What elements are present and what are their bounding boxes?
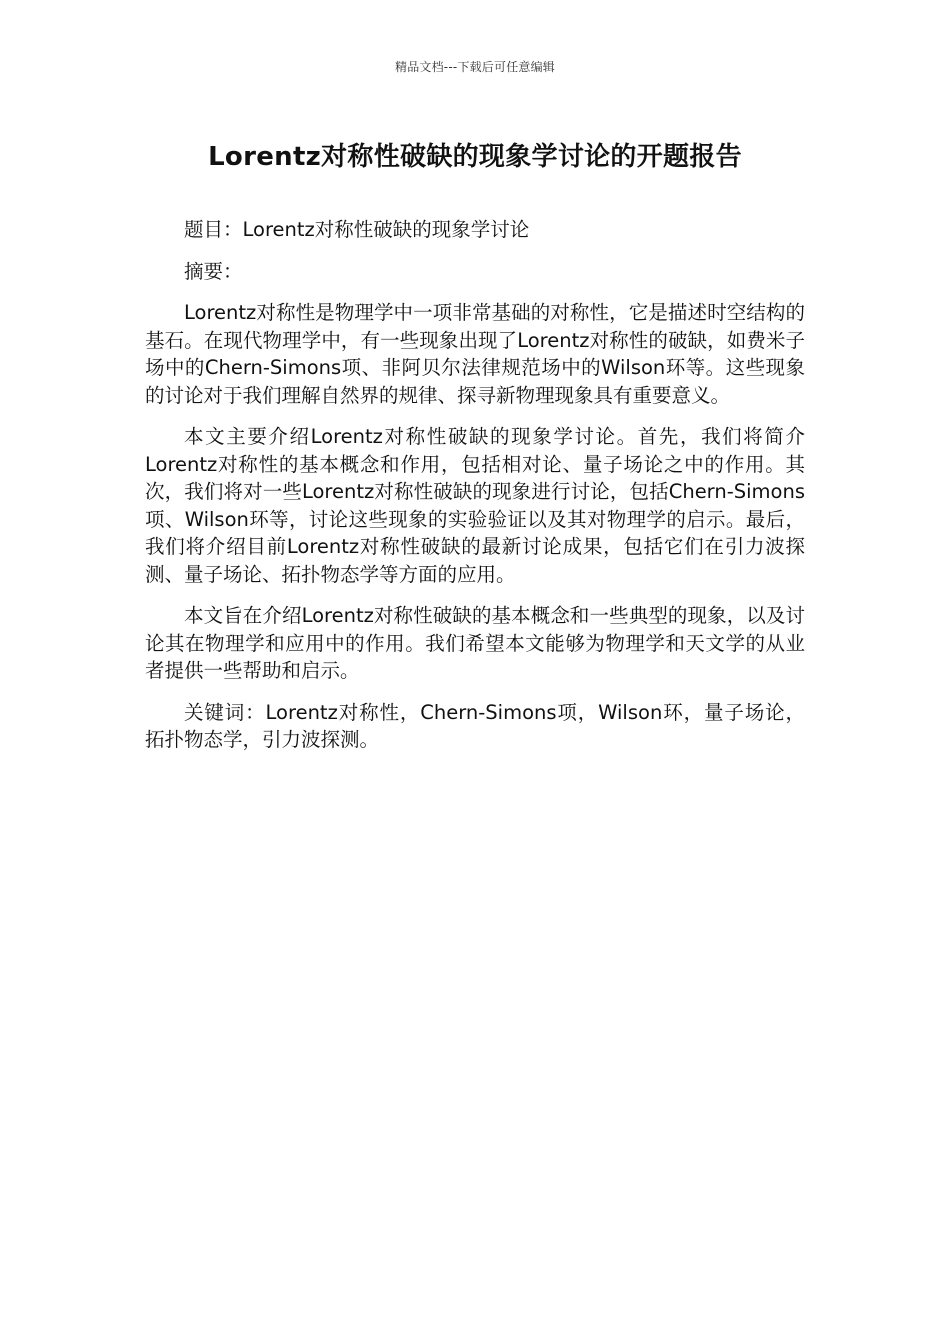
abstract-paragraph-3: 本文旨在介绍Lorentz对称性破缺的基本概念和一些典型的现象，以及讨论其在物理学和应用中的作用。我们希望本文能够为物理学和天文学的从业者提供一些帮助和启示。 [145, 604, 805, 682]
abstract-label: 摘要： [184, 259, 243, 283]
header-note: 精品文档---下载后可任意编辑 [395, 60, 555, 74]
document-title: Lorentz对称性破缺的现象学讨论的开题报告 [208, 142, 742, 172]
abstract-paragraph-2: 本文主要介绍Lorentz对称性破缺的现象学讨论。首先，我们将简介Lorentz对称性的基本概念和作用，包括相对论、量子场论之中的作用。其次，我们将对一些Lorentz对称性破缺的现象进行讨论，包括Chern-Simons项、Wilson环等，讨论这些现象的实验验证以及其对物理学的启示。最后，我们将介绍目前Lorentz对称性破缺的最新讨论成果，包括它们在引力波探测、量子场论、拓扑物态学等方面的应用。 [145, 425, 805, 586]
document-body [145, 216, 805, 768]
abstract-paragraph-1: Lorentz对称性是物理学中一项非常基础的对称性，它是描述时空结构的基石。在现代物理学中，有一些现象出现了Lorentz对称性的破缺，如费米子场中的Chern-Simons项、非阿贝尔法律规范场中的Wilson环等。这些现象的讨论对于我们理解自然界的规律、探寻新物理现象具有重要意义。 [145, 301, 805, 407]
topic-line: 题目：Lorentz对称性破缺的现象学讨论 [184, 218, 530, 241]
keywords-line: 关键词：Lorentz对称性，Chern-Simons项，Wilson环，量子场论，拓扑物态学，引力波探测。 [145, 700, 805, 751]
